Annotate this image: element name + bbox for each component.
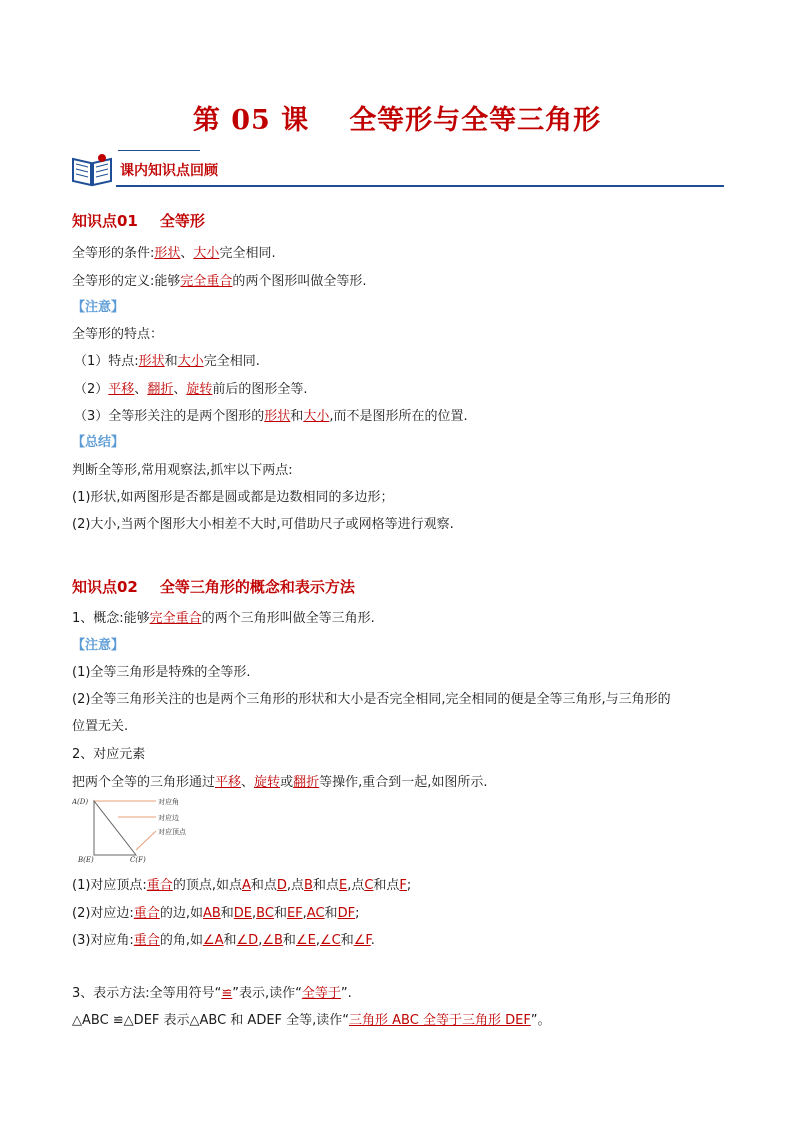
kp2-vertices: (1)对应顶点:重合的顶点,如点A和点D,点B和点E,点C和点F; (72, 878, 412, 893)
kp2-elements-title: 2、对应元素 (72, 747, 146, 762)
kp2-angles: (3)对应角:重合的角,如∠A和∠D,∠B和∠E,∠C和∠F. (72, 933, 375, 948)
kp2-heading: 知识点02 全等三角形的概念和表示方法 (72, 578, 355, 596)
label-corresponding-side: 对应边 (158, 814, 179, 822)
header-top-rule (118, 150, 200, 151)
section-header: 课内知识点回顾 (120, 163, 218, 179)
vertex-b-label: B(E) (78, 856, 94, 864)
kp1-definition: 全等形的定义:能够完全重合的两个图形叫做全等形. (72, 274, 367, 289)
triangle-figure (72, 798, 212, 864)
kp2-elements-desc: 把两个全等的三角形通过平移、旋转或翻折等操作,重合到一起,如图所示. (72, 775, 488, 790)
kp2-notation: 3、表示方法:全等用符号“≌”表示,读作“全等于”. (72, 986, 352, 1001)
label-corresponding-angle: 对应角 (158, 798, 179, 806)
note-tag: 【注意】 (72, 300, 125, 315)
kp2-sides: (2)对应边:重合的边,如AB和DE,BC和EF,AC和DF; (72, 906, 360, 921)
kp2-note-1: (1)全等三角形是特殊的全等形. (72, 665, 251, 680)
page-title (0, 98, 794, 137)
kp1-feature-3: （3）全等形关注的是两个图形的形状和大小,而不是图形所在的位置. (74, 409, 468, 424)
summary-tag: 【总结】 (72, 435, 125, 450)
header-rule (116, 185, 724, 187)
corresponding-vertex-pointer (136, 831, 156, 850)
vertex-a-label: A(D) (72, 798, 89, 806)
kp1-condition: 全等形的条件:形状、大小完全相同. (72, 246, 276, 261)
kp1-features-title: 全等形的特点： (72, 327, 164, 342)
vertex-c-label: C(F) (130, 856, 146, 864)
kp1-summary-2: (1)形状,如两图形是否都是圆或都是边数相同的多边形； (72, 490, 394, 505)
book-icon (70, 153, 114, 187)
kp1-feature-2: （2）平移、翻折、旋转前后的图形全等. (74, 382, 308, 397)
kp2-note-2: (2)全等三角形关注的也是两个三角形的形状和大小是否完全相同,完全相同的便是全等三角形,与三角形的 (72, 692, 671, 707)
lesson-number: 第 05 课 (192, 105, 310, 136)
lesson-name: 全等形与全等三角形 (349, 105, 602, 136)
label-corresponding-vertex: 对应顶点 (158, 828, 186, 836)
kp2-note-tag: 【注意】 (72, 638, 125, 653)
triangle-shape (94, 801, 136, 855)
kp1-heading: 知识点01 全等形 (72, 212, 205, 230)
kp2-note-2-cont: 位置无关. (72, 719, 129, 734)
kp1-feature-1: （1）特点:形状和大小完全相同. (74, 354, 260, 369)
kp2-notation-example: △ABC ≌△DEF 表示△ABC 和 ADEF 全等,读作“三角形 ABC 全等于三角形 DEF”。 (72, 1013, 551, 1028)
kp1-summary-3: (2)大小,当两个图形大小相差不大时,可借助尺子或网格等进行观察. (72, 517, 454, 532)
kp2-concept: 1、概念:能够完全重合的两个三角形叫做全等三角形. (72, 611, 375, 626)
kp1-summary-1: 判断全等形,常用观察法,抓牢以下两点: (72, 463, 293, 478)
